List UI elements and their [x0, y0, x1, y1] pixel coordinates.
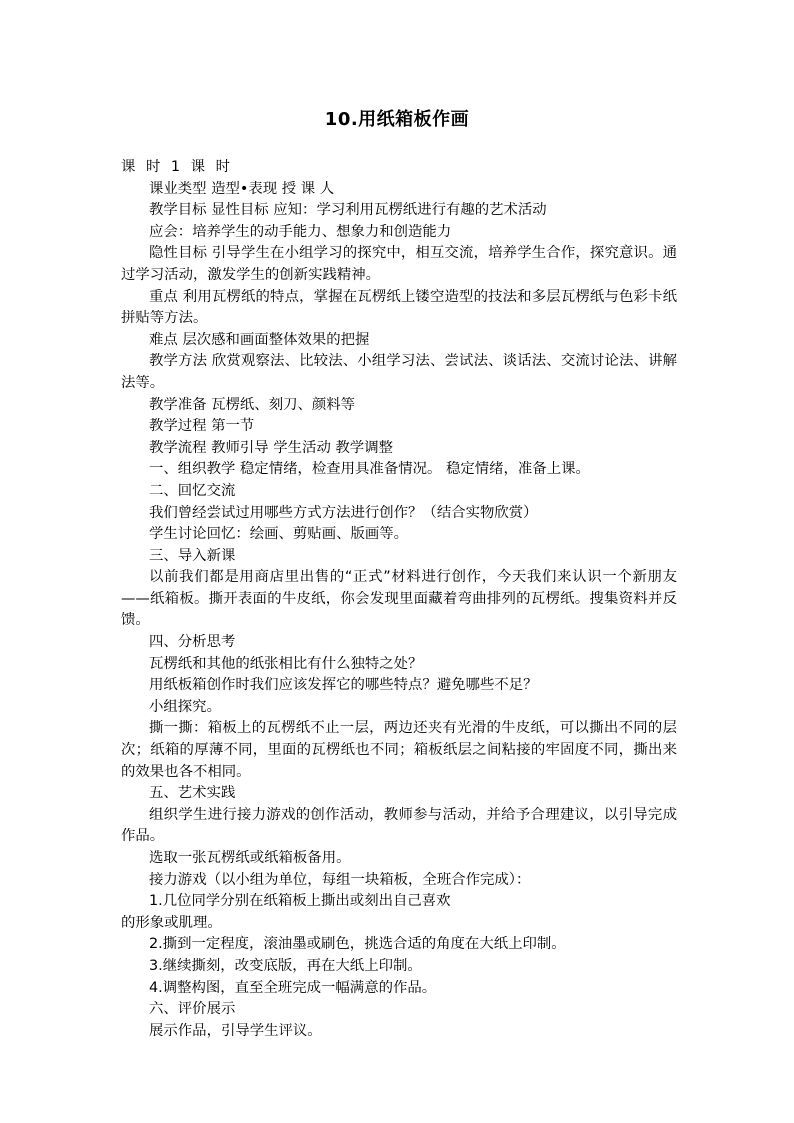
document-title: 10.用纸箱板作画: [324, 109, 470, 130]
paragraph-key-point: 重点 利用瓦楞纸的特点，掌握在瓦楞纸上镂空造型的技法和多层瓦楞纸与色彩卡纸拼贴等方法。: [121, 288, 677, 327]
list-item-step-1-cont: 的形象或肌理。: [121, 914, 222, 931]
paragraph-course-type: 课业类型 造型•表现 授 课 人: [149, 180, 335, 197]
list-item-step-2: 2.撕到一定程度，滚油墨或刷色，挑选合适的角度在大纸上印制。: [149, 936, 566, 953]
paragraph-recall-answer: 学生讨论回忆：绘画、剪贴画、版画等。: [149, 526, 409, 543]
paragraph-select-board: 选取一张瓦楞纸或纸箱板备用。: [149, 850, 351, 866]
paragraph-group-explore: 小组探究。: [149, 698, 221, 715]
section-heading-evaluate: 六、评价展示: [149, 1001, 236, 1018]
list-item-step-1: 1.几位同学分别在纸箱板上撕出或刻出自己喜欢: [149, 893, 451, 910]
paragraph-practice: 组织学生进行接力游戏的创作活动，教师参与活动，并给予合理建议，以引导完成作品。: [121, 806, 677, 845]
paragraph-difficulty: 难点 层次感和画面整体效果的把握: [149, 331, 370, 348]
document-body: [121, 157, 677, 1042]
paragraph-relay-game: 接力游戏（以小组为单位，每组一块箱板，全班合作完成）：: [149, 871, 531, 888]
paragraph-introduce: 以前我们都是用商店里出售的“正式”材料进行创作，今天我们来认识一个新朋友——纸箱板。撕开表面的牛皮纸，你会发现里面藏着弯曲排列的瓦楞纸。搜集资料并反馈。: [121, 569, 677, 629]
list-item-step-3: 3.继续撕刻，改变底版，再在大纸上印制。: [149, 957, 422, 974]
section-heading-practice: 五、艺术实践: [149, 785, 236, 802]
section-heading-analyze: 四、分析思考: [149, 634, 236, 651]
section-heading-introduce: 三、导入新课: [149, 547, 236, 564]
section-heading-recall: 二、回忆交流: [149, 482, 236, 499]
paragraph-methods: 教学方法 欣赏观察法、比较法、小组学习法、尝试法、谈话法、交流讨论法、讲解法等。: [121, 353, 677, 391]
paragraph-class-hours: 课 时 1 课 时: [121, 159, 234, 175]
paragraph-ability-goal: 应会：培养学生的动手能力、想象力和创造能力: [149, 223, 452, 240]
list-item-step-4: 4.调整构图，直至全班完成一幅满意的作品。: [149, 979, 437, 996]
paragraph-explicit-goal: 教学目标 显性目标 应知：学习利用瓦楞纸进行有趣的艺术活动: [149, 202, 547, 219]
paragraph-implicit-goal: 隐性目标 引导学生在小组学习的探究中，相互交流，培养学生合作，探究意识。通过学习活动，激发学生的创新实践精神。: [121, 245, 677, 283]
paragraph-preparation: 教学准备 瓦楞纸、刻刀、颜料等: [149, 396, 356, 413]
paragraph-recall-question: 我们曾经尝试过用哪些方式方法进行创作？（结合实物欣赏）: [149, 504, 538, 521]
paragraph-tear: 撕一撕：箱板上的瓦楞纸不止一层，两边还夹有光滑的牛皮纸，可以撕出不同的层次；纸箱的厚薄不同，里面的瓦楞纸也不同；箱板纸层之间粘接的牢固度不同，撕出来的效果也各不相同。: [121, 720, 677, 780]
paragraph-flow: 教学流程 教师引导 学生活动 教学调整: [149, 439, 393, 456]
paragraph-organize: 一、组织教学 稳定情绪，检查用具准备情况。 稳定情绪，准备上课。: [149, 461, 590, 478]
paragraph-evaluate: 展示作品，引导学生评议。: [149, 1022, 322, 1039]
paragraph-analyze-q1: 瓦楞纸和其他的纸张相比有什么独特之处？: [149, 655, 423, 672]
paragraph-analyze-q2: 用纸板箱创作时我们应该发挥它的哪些特点？避免哪些不足？: [149, 677, 538, 694]
paragraph-process: 教学过程 第一节: [149, 418, 255, 435]
